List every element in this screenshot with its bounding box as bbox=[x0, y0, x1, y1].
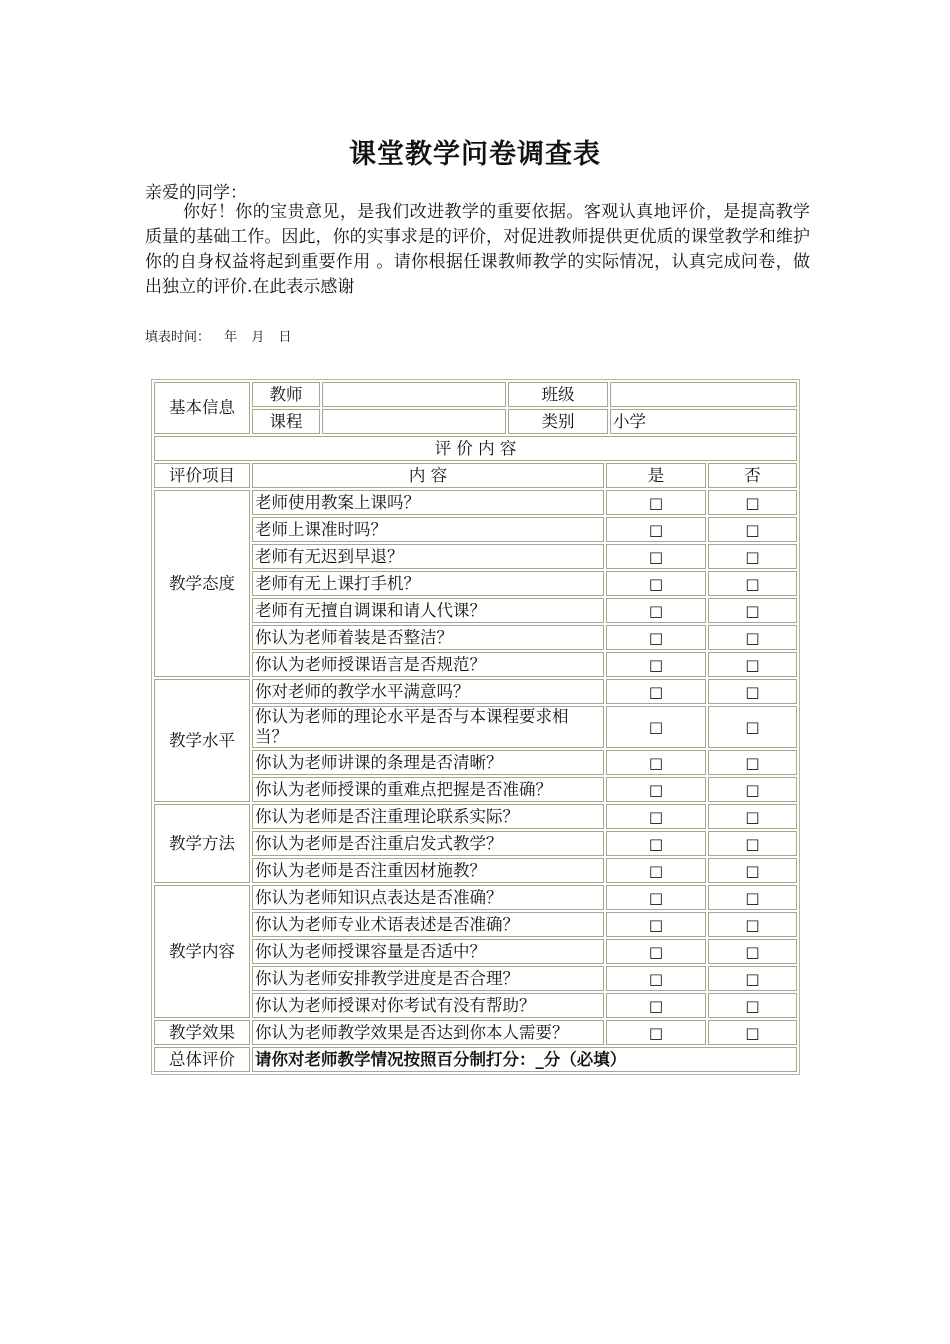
no-checkbox[interactable]: □ bbox=[708, 804, 797, 829]
yes-checkbox[interactable]: □ bbox=[606, 750, 706, 775]
question-text: 你认为老师着装是否整洁？ bbox=[252, 625, 604, 650]
no-checkbox[interactable]: □ bbox=[708, 993, 797, 1018]
question-text: 老师使用教案上课吗？ bbox=[252, 490, 604, 515]
overall-row bbox=[154, 1047, 797, 1072]
no-checkbox[interactable]: □ bbox=[708, 490, 797, 515]
greeting: 亲爱的同学： bbox=[145, 183, 247, 203]
no-checkbox[interactable]: □ bbox=[708, 679, 797, 704]
yes-checkbox[interactable]: □ bbox=[606, 517, 706, 542]
yes-checkbox[interactable]: □ bbox=[606, 598, 706, 623]
no-checkbox[interactable]: □ bbox=[708, 966, 797, 991]
question-row bbox=[154, 544, 797, 569]
fill-time-year: 年 bbox=[224, 330, 238, 345]
question-text: 你认为老师安排教学进度是否合理？ bbox=[252, 966, 604, 991]
category-label: 教学水平 bbox=[154, 679, 250, 802]
no-checkbox[interactable]: □ bbox=[708, 858, 797, 883]
yes-checkbox[interactable]: □ bbox=[606, 490, 706, 515]
no-checkbox[interactable]: □ bbox=[708, 831, 797, 856]
yes-checkbox[interactable]: □ bbox=[606, 858, 706, 883]
question-text: 你认为老师专业术语表述是否准确？ bbox=[252, 912, 604, 937]
question-row bbox=[154, 777, 797, 802]
question-row bbox=[154, 912, 797, 937]
yes-checkbox[interactable]: □ bbox=[606, 544, 706, 569]
survey-table bbox=[151, 379, 800, 1075]
course-label: 课程 bbox=[252, 409, 320, 434]
intro-paragraph: 你好！你的宝贵意见，是我们改进教学的重要依据。客观认真地评价，是提高教学质量的基础工作。因此，你的实事求是的评价，对促进教师提供更优质的课堂教学和维护你的自身权益将起到重要作用 。请你根据任课教师教学的实际情况，认真完成问卷，做出独立的评价.在此表示感谢 bbox=[145, 202, 810, 297]
basic-info-row bbox=[154, 382, 797, 407]
no-checkbox[interactable]: □ bbox=[708, 544, 797, 569]
question-row bbox=[154, 885, 797, 910]
no-checkbox[interactable]: □ bbox=[708, 1020, 797, 1045]
question-row bbox=[154, 679, 797, 704]
question-row bbox=[154, 598, 797, 623]
question-row bbox=[154, 706, 797, 748]
category-label: 教学态度 bbox=[154, 490, 250, 677]
basic-info-row bbox=[154, 409, 797, 434]
yes-checkbox[interactable]: □ bbox=[606, 912, 706, 937]
no-checkbox[interactable]: □ bbox=[708, 625, 797, 650]
question-row bbox=[154, 490, 797, 515]
yes-checkbox[interactable]: □ bbox=[606, 885, 706, 910]
no-checkbox[interactable]: □ bbox=[708, 517, 797, 542]
question-row bbox=[154, 750, 797, 775]
question-text: 老师有无擅自调课和请人代课？ bbox=[252, 598, 604, 623]
overall-label: 总体评价 bbox=[154, 1047, 250, 1072]
course-field[interactable] bbox=[322, 409, 506, 434]
yes-checkbox[interactable]: □ bbox=[606, 706, 706, 748]
section-header-row bbox=[154, 436, 797, 461]
no-checkbox[interactable]: □ bbox=[708, 912, 797, 937]
question-text: 你认为老师讲课的条理是否清晰？ bbox=[252, 750, 604, 775]
category-label: 教学内容 bbox=[154, 885, 250, 1018]
question-row bbox=[154, 571, 797, 596]
class-label: 班级 bbox=[508, 382, 608, 407]
no-checkbox[interactable]: □ bbox=[708, 777, 797, 802]
survey-sheet bbox=[151, 379, 798, 1075]
question-row bbox=[154, 993, 797, 1018]
question-row bbox=[154, 966, 797, 991]
yes-checkbox[interactable]: □ bbox=[606, 831, 706, 856]
section-header: 评 价 内 容 bbox=[154, 436, 797, 461]
col-header-content: 内 容 bbox=[252, 463, 604, 488]
question-text: 你认为老师是否注重启发式教学？ bbox=[252, 831, 604, 856]
teacher-field[interactable] bbox=[322, 382, 506, 407]
question-text: 你对老师的教学水平满意吗？ bbox=[252, 679, 604, 704]
yes-checkbox[interactable]: □ bbox=[606, 571, 706, 596]
question-row bbox=[154, 1020, 797, 1045]
type-field[interactable]: 小学 bbox=[610, 409, 797, 434]
question-row bbox=[154, 831, 797, 856]
yes-checkbox[interactable]: □ bbox=[606, 939, 706, 964]
type-label: 类别 bbox=[508, 409, 608, 434]
question-text: 你认为老师授课语言是否规范？ bbox=[252, 652, 604, 677]
question-row bbox=[154, 517, 797, 542]
yes-checkbox[interactable]: □ bbox=[606, 993, 706, 1018]
yes-checkbox[interactable]: □ bbox=[606, 777, 706, 802]
no-checkbox[interactable]: □ bbox=[708, 571, 797, 596]
question-row bbox=[154, 804, 797, 829]
question-text: 你认为老师授课对你考试有没有帮助？ bbox=[252, 993, 604, 1018]
yes-checkbox[interactable]: □ bbox=[606, 1020, 706, 1045]
question-text: 老师有无迟到早退？ bbox=[252, 544, 604, 569]
yes-checkbox[interactable]: □ bbox=[606, 966, 706, 991]
no-checkbox[interactable]: □ bbox=[708, 885, 797, 910]
category-label: 教学方法 bbox=[154, 804, 250, 883]
question-row bbox=[154, 858, 797, 883]
question-text: 你认为老师知识点表达是否准确？ bbox=[252, 885, 604, 910]
question-text: 你认为老师是否注重理论联系实际？ bbox=[252, 804, 604, 829]
question-text: 你认为老师是否注重因材施教？ bbox=[252, 858, 604, 883]
fill-time-month: 月 bbox=[251, 330, 265, 345]
question-text: 老师上课准时吗？ bbox=[252, 517, 604, 542]
question-text: 你认为老师的理论水平是否与本课程要求相当？ bbox=[252, 706, 604, 748]
question-row bbox=[154, 625, 797, 650]
question-row bbox=[154, 652, 797, 677]
yes-checkbox[interactable]: □ bbox=[606, 679, 706, 704]
basic-info-label: 基本信息 bbox=[154, 382, 250, 434]
question-text: 老师有无上课打手机？ bbox=[252, 571, 604, 596]
question-text: 你认为老师教学效果是否达到你本人需要？ bbox=[252, 1020, 604, 1045]
yes-checkbox[interactable]: □ bbox=[606, 652, 706, 677]
column-header-row bbox=[154, 463, 797, 488]
no-checkbox[interactable]: □ bbox=[708, 750, 797, 775]
teacher-label: 教师 bbox=[252, 382, 320, 407]
overall-score-prompt[interactable]: 请你对老师教学情况按照百分制打分：_分（必填） bbox=[252, 1047, 797, 1072]
question-row bbox=[154, 939, 797, 964]
fill-time-label: 填表时间： bbox=[145, 330, 211, 345]
fill-time-day: 日 bbox=[278, 330, 292, 345]
question-text: 你认为老师授课的重难点把握是否准确？ bbox=[252, 777, 604, 802]
col-header-item: 评价项目 bbox=[154, 463, 250, 488]
fill-time bbox=[145, 326, 301, 345]
no-checkbox[interactable]: □ bbox=[708, 939, 797, 964]
no-checkbox[interactable]: □ bbox=[708, 598, 797, 623]
col-header-yes: 是 bbox=[606, 463, 706, 488]
no-checkbox[interactable]: □ bbox=[708, 706, 797, 748]
question-text: 你认为老师授课容量是否适中？ bbox=[252, 939, 604, 964]
col-header-no: 否 bbox=[708, 463, 797, 488]
category-label: 教学效果 bbox=[154, 1020, 250, 1045]
class-field[interactable] bbox=[610, 382, 797, 407]
no-checkbox[interactable]: □ bbox=[708, 652, 797, 677]
yes-checkbox[interactable]: □ bbox=[606, 804, 706, 829]
yes-checkbox[interactable]: □ bbox=[606, 625, 706, 650]
page-title: 课堂教学问卷调查表 bbox=[349, 139, 601, 170]
